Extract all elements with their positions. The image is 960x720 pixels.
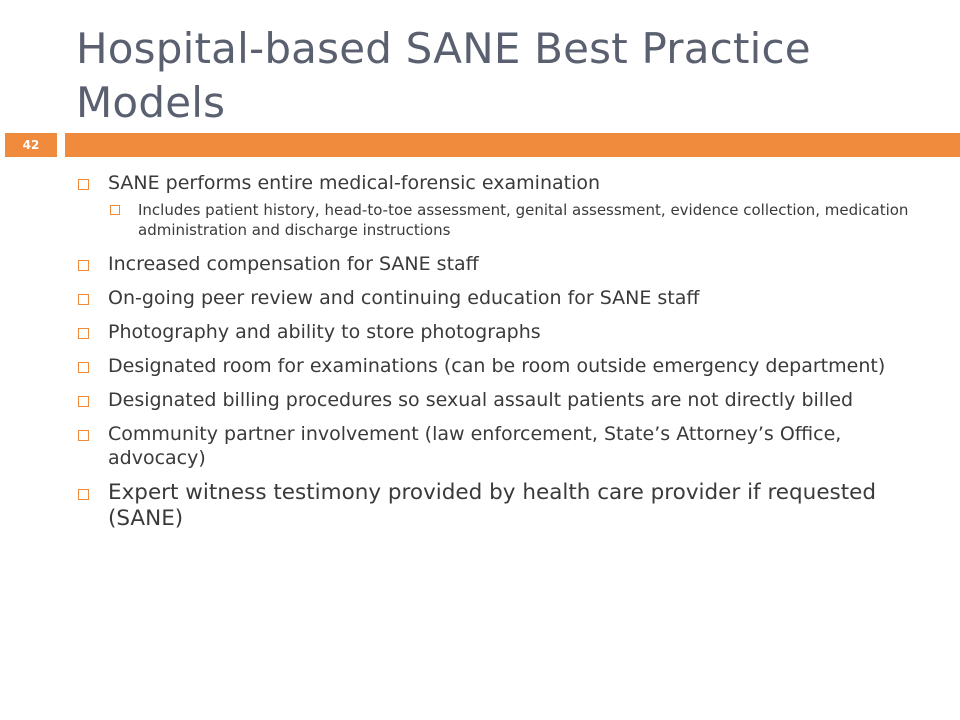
bullet-text: Expert witness testimony provided by health care provider if requested (SANE) bbox=[108, 480, 877, 531]
hollow-square-bullet-icon bbox=[78, 294, 89, 305]
hollow-square-bullet-icon bbox=[78, 179, 89, 190]
sub-bullet-item bbox=[108, 200, 926, 240]
sub-bullet-text: Includes patient history, head-to-toe assessment, genital assessment, evidence collection, medication administration and discharge instructions bbox=[138, 201, 909, 239]
bullet-text: Designated billing procedures so sexual assault patients are not directly billed bbox=[108, 389, 854, 411]
bullet-text: Increased compensation for SANE staff bbox=[108, 253, 479, 275]
bullet-text: On-going peer review and continuing education for SANE staff bbox=[108, 287, 700, 309]
hollow-square-bullet-icon bbox=[78, 260, 89, 271]
bullet-list bbox=[76, 171, 926, 542]
bullet-item bbox=[76, 171, 926, 240]
bullet-item bbox=[76, 422, 926, 470]
hollow-square-bullet-icon bbox=[78, 362, 89, 373]
bullet-text: Community partner involvement (law enforcement, State’s Attorney’s Office, advocacy) bbox=[108, 423, 842, 469]
hollow-square-bullet-icon bbox=[78, 430, 89, 441]
bullet-item bbox=[76, 252, 926, 276]
slide-number: 42 bbox=[5, 133, 57, 157]
bullet-item bbox=[76, 286, 926, 310]
bullet-item bbox=[76, 480, 926, 532]
bullet-item bbox=[76, 320, 926, 344]
title-divider-bar bbox=[65, 133, 960, 157]
bullet-item bbox=[76, 354, 926, 378]
bullet-text: Designated room for examinations (can be room outside emergency department) bbox=[108, 355, 886, 377]
slide-title: Hospital-based SANE Best Practice Models bbox=[76, 24, 811, 127]
hollow-square-bullet-icon bbox=[78, 396, 89, 407]
hollow-square-bullet-icon bbox=[110, 205, 120, 215]
bullet-text: Photography and ability to store photographs bbox=[108, 321, 541, 343]
hollow-square-bullet-icon bbox=[78, 489, 89, 500]
bullet-text: SANE performs entire medical-forensic examination bbox=[108, 172, 601, 194]
bullet-item bbox=[76, 388, 926, 412]
hollow-square-bullet-icon bbox=[78, 328, 89, 339]
